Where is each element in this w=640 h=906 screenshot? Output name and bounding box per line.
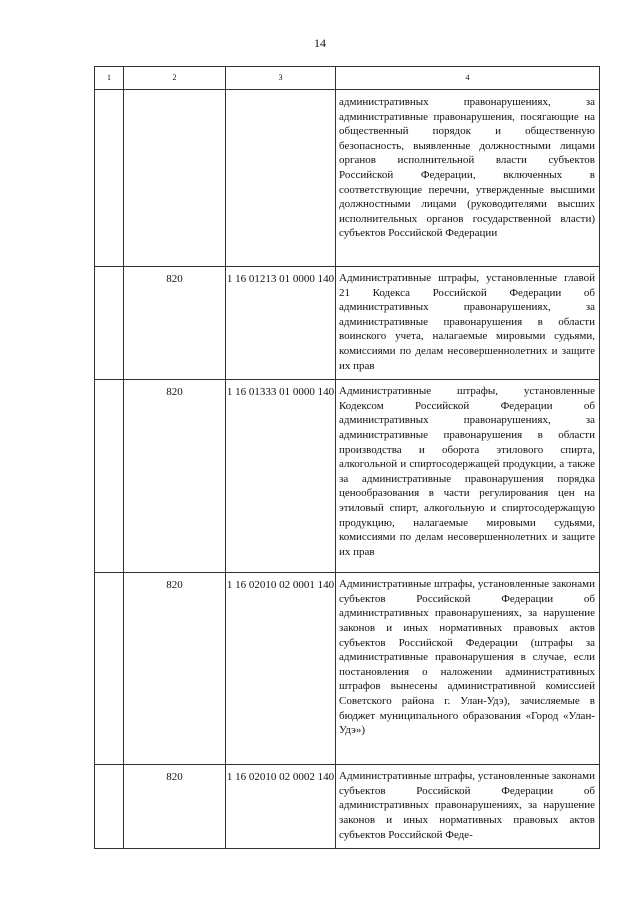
table-row [95,90,600,267]
budget-classification-code-cell: 1 16 02010 02 0001 140 [226,573,336,765]
column-header-2: 2 [124,67,226,90]
admin-code-cell: 820 [124,573,226,765]
budget-classification-code-cell: 1 16 01213 01 0000 140 [226,267,336,380]
budget-codes-table [94,66,600,849]
column-header-3: 3 [226,67,336,90]
table-row [95,380,600,573]
table-row [95,573,600,765]
page-number: 14 [314,36,326,50]
row-number-cell [95,573,124,765]
table-row [95,267,600,380]
description-cell: административных правонарушениях, за административные правонарушения, посягающие на общественный порядок и общественную безопасность, выявленные должностными лицами органов исполнительной власти субъектов Российской Федерации, включенных в соответствующие перечни, утвержденные высшими должностными лицами (руководителями высших исполнительных органов государственной власти) субъектов Российской Федерации [336,90,600,267]
budget-classification-code-cell: 1 16 02010 02 0002 140 [226,765,336,849]
table-header-row [95,67,600,90]
description-cell: Административные штрафы, установленные законами субъектов Российской Федерации об административных правонарушениях, за нарушение законов и иных нормативных правовых актов субъектов Российской Федерации (штрафы за административные правонарушения в случае, если постановления о наложении административных штрафов вынесены административной комиссией Советского района г. Улан-Удэ), зачисляемые в бюджет муниципального образования «Город «Улан-Удэ») [336,573,600,765]
description-cell: Административные штрафы, установленные главой 21 Кодекса Российской Федерации об административных правонарушениях, за административные правонарушения в области воинского учета, налагаемые мировыми судьями, комиссиями по делам несовершеннолетних и защите их прав [336,267,600,380]
table-row [95,765,600,849]
admin-code-cell: 820 [124,380,226,573]
row-number-cell [95,765,124,849]
row-number-cell [95,267,124,380]
description-cell: Административные штрафы, установленные законами субъектов Российской Федерации об административных правонарушениях, за нарушение законов и иных нормативных правовых актов субъектов Российской Феде- [336,765,600,849]
column-header-4: 4 [336,67,600,90]
description-cell: Административные штрафы, установленные Кодексом Российской Федерации об административных правонарушениях, за административные правонарушения в области производства и оборота этилового спирта, алкогольной и спиртосодержащей продукции, а также за административные правонарушения порядка ценообразования в части регулирования цен на этиловый спирт, алкогольную и спиртосодержащую продукцию, налагаемые мировыми судьями, комиссиями по делам несовершеннолетних и защите их прав [336,380,600,573]
column-header-1: 1 [95,67,124,90]
budget-classification-code-cell: 1 16 01333 01 0000 140 [226,380,336,573]
admin-code-cell [124,90,226,267]
budget-classification-code-cell [226,90,336,267]
admin-code-cell: 820 [124,267,226,380]
row-number-cell [95,380,124,573]
row-number-cell [95,90,124,267]
admin-code-cell: 820 [124,765,226,849]
